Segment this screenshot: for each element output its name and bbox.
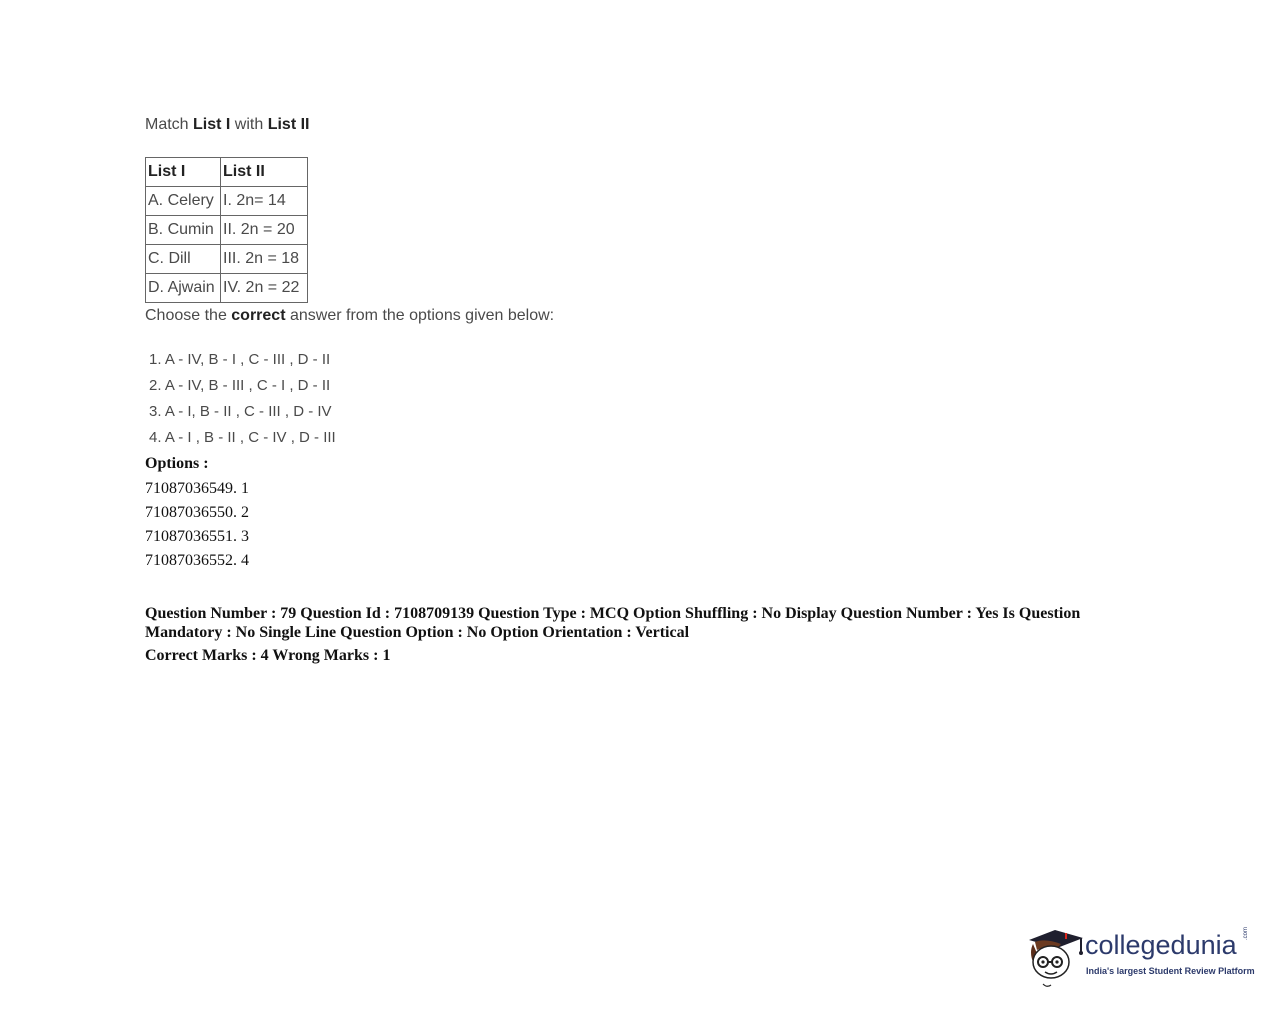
table-header-list2: List II xyxy=(221,158,308,187)
table-cell: III. 2n = 18 xyxy=(221,245,308,274)
brand-suffix: .com xyxy=(1243,926,1249,940)
table-cell: B. Cumin xyxy=(146,216,221,245)
table-row xyxy=(146,245,308,274)
intro-list2: List II xyxy=(267,116,310,133)
table-row xyxy=(146,187,308,216)
instruction-prefix: Choose the xyxy=(145,307,232,324)
brand-tagline: India's largest Student Review Platform xyxy=(1086,966,1255,976)
table-cell: A. Celery xyxy=(146,187,221,216)
intro-list1: List I xyxy=(193,116,231,133)
question-intro xyxy=(145,116,309,134)
answer-item: 2. A - IV, B - III , C - I , D - II xyxy=(149,377,331,394)
answer-item: 4. A - I , B - II , C - IV , D - III xyxy=(149,429,336,446)
instruction-text xyxy=(145,307,554,325)
brand-name: collegedunia xyxy=(1085,930,1237,960)
table-header-row xyxy=(146,158,308,187)
intro-middle: with xyxy=(230,116,268,133)
brand-logo xyxy=(1025,918,1265,990)
option-item: 71087036549. 1 xyxy=(145,480,249,497)
answer-item: 1. A - IV, B - I , C - III , D - II xyxy=(149,351,331,368)
options-title: Options : xyxy=(145,455,209,472)
table-row xyxy=(146,216,308,245)
instruction-emphasis: correct xyxy=(231,307,286,324)
table-cell: D. Ajwain xyxy=(146,274,221,303)
table-header-list1: List I xyxy=(146,158,221,187)
answer-list xyxy=(149,350,336,454)
option-item: 71087036551. 3 xyxy=(145,528,249,545)
instruction-suffix: answer from the options given below: xyxy=(285,307,555,324)
option-item: 71087036552. 4 xyxy=(145,552,249,569)
intro-prefix: Match xyxy=(145,116,194,133)
options-list xyxy=(145,479,249,575)
table-cell: C. Dill xyxy=(146,245,221,274)
answer-item: 3. A - I, B - II , C - III , D - IV xyxy=(149,403,332,420)
question-metadata: Question Number : 79 Question Id : 7108709139 Question Type : MCQ Option Shuffling : No Display Question Number : Yes Is Question Mandatory : No Single Line Question Option : No Option Orientation : Vertical xyxy=(145,605,1081,641)
table-cell: IV. 2n = 22 xyxy=(221,274,308,303)
table-cell: I. 2n= 14 xyxy=(221,187,308,216)
match-table xyxy=(145,157,308,303)
marks-info: Correct Marks : 4 Wrong Marks : 1 xyxy=(145,647,391,664)
option-item: 71087036550. 2 xyxy=(145,504,249,521)
table-cell: II. 2n = 20 xyxy=(221,216,308,245)
table-row xyxy=(146,274,308,303)
mascot-icon xyxy=(1025,918,1085,988)
